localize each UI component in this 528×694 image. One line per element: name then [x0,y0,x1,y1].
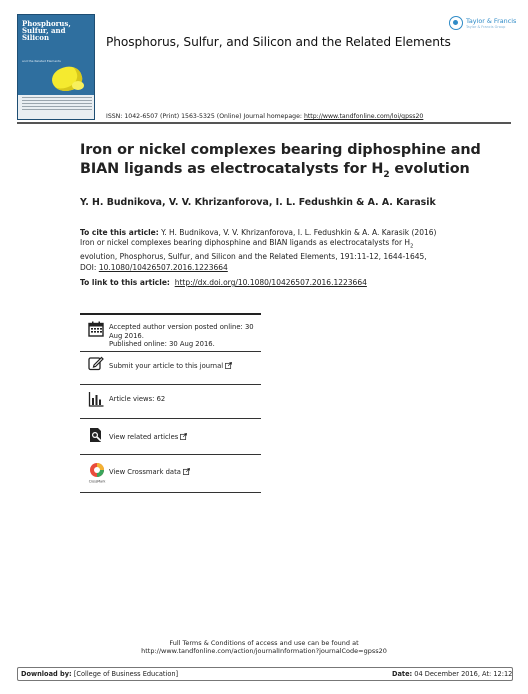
cover-crystal-highlight [72,81,84,90]
external-link-icon [180,433,187,440]
journal-title: Phosphorus, Sulfur, and Silicon and the Related Elements [106,35,451,49]
article-title-end: evolution [389,161,470,177]
cover-title-line: Sulfur, and [22,26,66,35]
cover-subtitle: and the Related Elements [22,59,61,63]
cover-title-line: Silicon [22,33,50,42]
related-articles-item[interactable] [80,420,261,452]
journal-cover-image[interactable] [17,14,95,120]
search-document-icon [88,427,104,443]
article-link-label: To link to this article: [80,278,170,287]
crossmark-icon [88,462,106,484]
crossmark-label[interactable] [109,468,259,477]
external-link-icon [183,468,190,475]
related-articles-label[interactable] [109,433,259,442]
edit-icon [88,355,104,371]
publisher-name: Taylor & Francis [466,17,517,25]
citation-text-cont: evolution, Phosphorus, Sulfur, and Silicon and the Related Elements, 191:11-12, 1644-1645, DOI: [80,252,427,272]
issn-text: ISSN: 1042-6507 (Print) 1563-5325 (Online) Journal homepage: [106,113,304,120]
info-box-rule [80,418,261,419]
article-authors: Y. H. Budnikova, V. V. Khrizanforova, I. L. Fedushkin & A. A. Karasik [80,197,436,208]
download-info-bar [17,667,513,681]
citation-doi-link[interactable]: 10.1080/10426507.2016.1223664 [98,262,228,272]
publisher-logo-icon [449,16,463,30]
article-title-text: Iron or nickel complexes bearing diphosphine and BIAN ligands as electrocatalysts for H [80,142,481,177]
article-title-subscript: 2 [383,169,390,180]
crossmark-icon-text: CrossMark [88,479,106,484]
cover-title [22,20,94,41]
cover-footer-panel [18,95,95,120]
submit-article-text[interactable]: Submit your article to this journal [109,362,224,370]
crossmark-item[interactable] [80,456,261,490]
download-by [21,670,178,678]
article-link-line [80,278,367,287]
info-box-top-rule [80,313,261,315]
info-box-bottom-rule [80,492,261,493]
download-date-value: 04 December 2016, At: 12:12 [414,670,513,678]
cover-title-line: Phosphorus, [22,19,71,28]
info-box-rule [80,351,261,352]
submit-article-item[interactable] [80,353,261,381]
info-box-rule [80,454,261,455]
article-title [80,141,500,185]
calendar-icon [88,321,104,337]
crossmark-text[interactable]: View Crossmark data [109,468,181,476]
article-views-text: Article views: 62 [109,395,166,403]
terms-footer [0,639,528,656]
article-doi-url-link[interactable]: http://dx.doi.org/10.1080/10426507.2016.1223664 [174,278,367,287]
citation-block [80,228,440,273]
submit-article-label[interactable] [109,362,259,371]
download-date-label: Date: [392,670,413,678]
header-divider [17,122,511,124]
download-by-value: [College of Business Education] [73,670,179,678]
related-articles-text[interactable]: View related articles [109,433,179,441]
citation-text: Y. H. Budnikova, V. V. Khrizanforova, I. L. Fedushkin & A. A. Karasik (2016) Iron or nickel complexes bearing diphosphine and BIAN ligands as electrocatalysts for H [80,228,437,248]
terms-footer-text: Full Terms & Conditions of access and use can be found at [169,639,359,647]
issn-line [106,113,423,120]
citation-label: To cite this article: [80,228,159,237]
download-date [392,670,512,678]
published-date-text: Published online: 30 Aug 2016. [109,340,215,348]
publisher-logo[interactable] [449,14,517,34]
download-by-label: Download by: [21,670,72,678]
publisher-tagline: Taylor & Francis Group [466,25,506,29]
bar-chart-icon [88,391,104,407]
citation-subscript: 2 [410,243,414,250]
article-views-item [80,386,261,416]
info-box-rule [80,384,261,385]
posted-online-text [109,323,259,349]
journal-homepage-link[interactable]: http://www.tandfonline.com/loi/gpss20 [303,113,424,120]
posted-online-item [80,318,261,348]
accepted-date-text: Accepted author version posted online: 30 Aug 2016. [109,323,254,340]
external-link-icon [225,362,232,369]
terms-footer-url[interactable]: http://www.tandfonline.com/action/journalInformation?journalCode=gpss20 [141,647,387,656]
cover-crystal-image [49,63,85,95]
